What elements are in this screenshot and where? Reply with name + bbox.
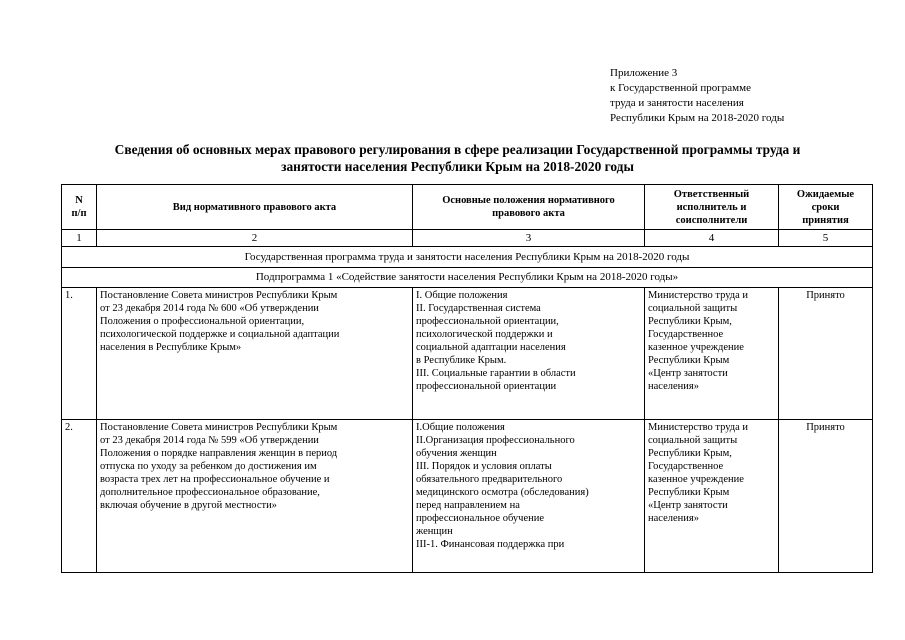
act-line: Положения о порядке направления женщин в период [100,448,338,459]
provision-line: профессиональной ориентации [416,381,557,392]
program-row [62,247,873,268]
provision-line: II.Организация профессионального [416,435,575,446]
header-provisions-line: правового акта [492,208,565,219]
provision-line: профессиональной ориентации, [416,316,559,327]
provision-line: перед направлением на [416,500,520,511]
column-number: 3 [413,230,645,247]
header-provisions [413,185,645,230]
column-number-row [62,230,873,247]
header-responsible-line: соисполнители [675,214,748,226]
act-line: возраста трех лет на профессиональное обучение и [100,474,330,485]
subprogram-title: Подпрограмма 1 «Содействие занятости населения Республики Крым на 2018-2020 годы» [62,268,873,288]
header-responsible [645,185,779,230]
header-deadline-line: Ожидаемые [796,188,855,200]
header-deadline-line: принятия [802,214,849,226]
provision-line: обучения женщин [416,448,497,459]
responsible-line: социальной защиты [648,435,738,446]
row-provisions [413,288,645,420]
table-row [62,288,873,420]
program-title: Государственная программа труда и занятости населения Республики Крым на 2018-2020 годы [62,247,873,268]
header-deadline [779,185,873,230]
provision-line: II. Государственная система [416,303,541,314]
responsible-line: казенное учреждение [648,342,744,353]
responsible-line: Республики Крым [648,355,730,366]
title-line: занятости населения Республики Крым на 2018-2020 годы [281,159,634,174]
row-num: 2. [62,420,97,573]
act-line: Постановление Совета министров Республики Крым [100,422,338,433]
responsible-line: социальной защиты [648,303,738,314]
appendix-line: труда и занятости населения [610,97,744,109]
subprogram-row [62,268,873,288]
appendix-line: к Государственной программе [610,82,751,94]
responsible-line: Республики Крым [648,487,730,498]
column-number: 4 [645,230,779,247]
header-provisions-line: Основные положения нормативного [442,195,615,206]
column-number: 2 [97,230,413,247]
title-line: Сведения об основных мерах правового регулирования в сфере реализации Государственной программы труда и [114,142,801,157]
row-deadline: Принято [779,420,873,573]
header-act-type: Вид нормативного правового акта [97,185,413,230]
header-num-line: п/п [71,208,87,219]
act-line: психологической поддержке и социальной адаптации [100,329,340,340]
act-line: дополнительное профессиональное образование, [100,487,320,498]
header-num [62,185,97,230]
row-num: 1. [62,288,97,420]
responsible-line: Республики Крым, [648,316,732,327]
act-line: Постановление Совета министров Республики Крым [100,290,338,301]
provision-line: I.Общие положения [416,422,505,433]
act-line: от 23 декабря 2014 года № 600 «Об утверждении [100,303,319,314]
act-line: населения в Республике Крым» [100,342,242,353]
appendix-line: Республики Крым на 2018-2020 годы [610,112,785,124]
responsible-line: Министерство труда и [648,422,749,433]
header-num-line: N [75,195,83,206]
row-responsible [645,420,779,573]
provision-line: профессиональное обучение [416,513,544,524]
act-line: от 23 декабря 2014 года № 599 «Об утверждении [100,435,319,446]
appendix-line: Приложение 3 [610,67,678,79]
table-row [62,420,873,573]
row-responsible [645,288,779,420]
provision-line: в Республике Крым. [416,355,507,366]
act-line: включая обучение в другой местности» [100,500,277,511]
provision-line: III. Порядок и условия оплаты [416,461,552,472]
responsible-line: населения» [648,381,699,392]
responsible-line: «Центр занятости [648,368,728,379]
responsible-line: «Центр занятости [648,500,728,511]
row-provisions [413,420,645,573]
column-number: 1 [62,230,97,247]
row-act-type [97,420,413,573]
responsible-line: казенное учреждение [648,474,744,485]
responsible-line: Государственное [648,461,724,472]
responsible-line: Министерство труда и [648,290,749,301]
act-line: отпуска по уходу за ребенком до достижения им [100,461,317,472]
provision-line: социальной адаптации населения [416,342,566,353]
responsible-line: населения» [648,513,699,524]
provision-line: III. Социальные гарантии в области [416,368,576,379]
provision-line: III-1. Финансовая поддержка при [416,539,565,550]
header-responsible-line: исполнитель и [676,201,747,213]
provision-line: обязательного предварительного [416,474,563,485]
header-deadline-line: сроки [811,201,840,213]
provision-line: женщин [416,526,453,537]
measures-table [61,184,873,573]
row-act-type [97,288,413,420]
provision-line: психологической поддержки и [416,329,553,340]
provision-line: медицинского осмотра (обследования) [416,487,589,498]
column-number: 5 [779,230,873,247]
provision-line: I. Общие положения [416,290,508,301]
appendix-note [610,66,784,126]
act-line: Положения о профессиональной ориентации, [100,316,305,327]
document-title [40,141,875,175]
row-deadline: Принято [779,288,873,420]
table-header-row [62,185,873,230]
header-responsible-line: Ответственный [673,188,750,200]
responsible-line: Республики Крым, [648,448,732,459]
responsible-line: Государственное [648,329,724,340]
